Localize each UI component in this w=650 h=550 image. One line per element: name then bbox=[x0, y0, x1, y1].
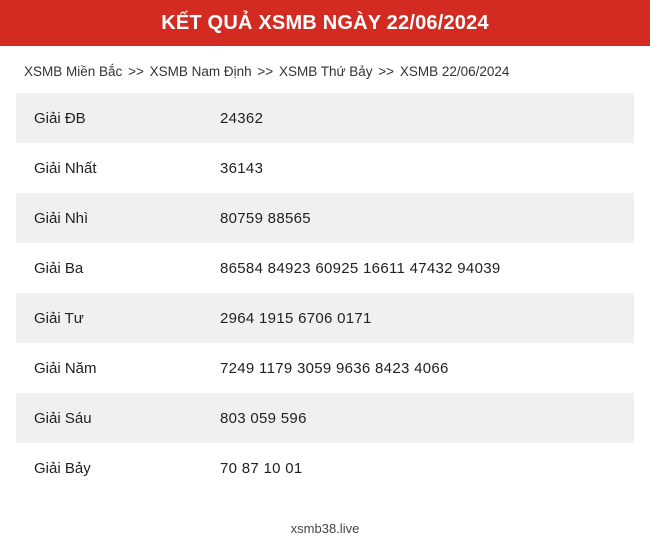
page-title: KẾT QUẢ XSMB NGÀY 22/06/2024 bbox=[161, 11, 489, 34]
prize-numbers: 803 059 596 bbox=[220, 409, 307, 427]
table-row bbox=[16, 393, 634, 443]
page-header bbox=[0, 0, 650, 46]
table-row bbox=[16, 143, 634, 193]
breadcrumb-separator: >> bbox=[378, 64, 395, 79]
prize-label: Giải Sáu bbox=[34, 409, 92, 427]
table-row bbox=[16, 193, 634, 243]
prize-numbers: 86584 84923 60925 16611 47432 94039 bbox=[220, 259, 501, 277]
prize-numbers: 2964 1915 6706 0171 bbox=[220, 309, 372, 327]
table-row bbox=[16, 343, 634, 393]
prize-numbers: 80759 88565 bbox=[220, 209, 311, 227]
prize-label: Giải Nhì bbox=[34, 209, 89, 227]
table-row bbox=[16, 243, 634, 293]
prize-numbers: 24362 bbox=[220, 109, 264, 127]
prize-numbers: 36143 bbox=[220, 159, 264, 177]
footer-site-name: xsmb38.live bbox=[290, 521, 360, 536]
table-row bbox=[16, 293, 634, 343]
prize-label: Giải Nhất bbox=[34, 159, 97, 177]
table-row bbox=[16, 443, 634, 493]
prize-numbers: 7249 1179 3059 9636 8423 4066 bbox=[220, 359, 449, 377]
breadcrumb-item-date[interactable]: XSMB 22/06/2024 bbox=[399, 64, 510, 79]
prize-label: Giải Bảy bbox=[34, 459, 91, 477]
prize-label: Giải Năm bbox=[34, 359, 97, 377]
breadcrumb bbox=[0, 46, 650, 93]
breadcrumb-item-region[interactable]: XSMB Miền Bắc bbox=[24, 64, 123, 79]
breadcrumb-separator: >> bbox=[128, 64, 144, 79]
breadcrumb-item-weekday[interactable]: XSMB Thứ Bảy bbox=[278, 64, 373, 79]
lottery-results-table bbox=[16, 93, 634, 493]
prize-label: Giải Tư bbox=[34, 309, 84, 327]
breadcrumb-item-province[interactable]: XSMB Nam Định bbox=[149, 64, 252, 79]
prize-label: Giải Ba bbox=[34, 259, 84, 277]
prize-numbers: 70 87 10 01 bbox=[220, 459, 303, 477]
table-row bbox=[16, 93, 634, 143]
prize-label: Giải ĐB bbox=[34, 109, 86, 127]
breadcrumb-separator: >> bbox=[257, 64, 274, 79]
